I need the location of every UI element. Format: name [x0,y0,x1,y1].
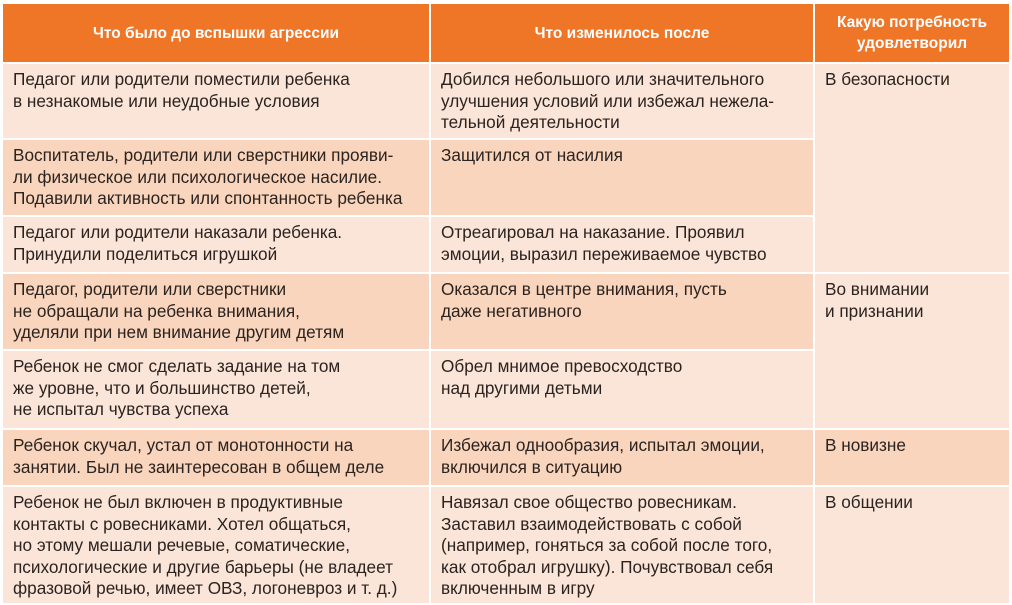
header-need: Какую потребность удовлетворил [814,3,1010,63]
cell-after: Навязал свое общество ровесникам. Заставил взаимодействовать с собой (например, гоняться за собой после того, как отобрал игрушку). Почувствовал себя включенным в игру [430,486,814,604]
cell-need: В безопасности [814,63,1010,273]
cell-before: Педагог, родители или сверстники не обращали на ребенка внимания, уделяли при нем внимание другим детям [2,273,430,350]
cell-before: Педагог или родители наказали ребенка. Принудили поделиться игрушкой [2,216,430,273]
cell-after: Обрел мнимое превосходство над другими детьми [430,350,814,429]
table-row [2,273,1010,350]
header-after: Что изменилось после [430,3,814,63]
table-row [2,429,1010,486]
header-before: Что было до вспышки агрессии [2,3,430,63]
cell-after: Избежал однообразия, испытал эмоции, включился в ситуацию [430,429,814,486]
cell-need: В общении [814,486,1010,604]
cell-before: Ребенок не был включен в продуктивные контакты с ровесниками. Хотел общаться, но этому мешали речевые, соматические, психологические и другие барьеры (не владеет фразовой речью, имеет ОВЗ, логоневроз и т. д.) [2,486,430,604]
cell-before: Воспитатель, родители или сверстники прояви- ли физическое или психологическое насилие. Подавили активность или спонтанность ребенка [2,139,430,216]
aggression-table [1,2,1011,605]
header-row [2,3,1010,63]
table-row [2,486,1010,604]
cell-before: Педагог или родители поместили ребенка в незнакомые или неудобные условия [2,63,430,139]
cell-need: Во внимании и признании [814,273,1010,429]
cell-before: Ребенок не смог сделать задание на том же уровне, что и большинство детей, не испытал чувства успеха [2,350,430,429]
cell-after: Защитился от насилия [430,139,814,216]
cell-after: Оказался в центре внимания, пусть даже негативного [430,273,814,350]
table-row [2,63,1010,139]
cell-after: Отреагировал на наказание. Проявил эмоции, выразил переживаемое чувство [430,216,814,273]
cell-need: В новизне [814,429,1010,486]
cell-before: Ребенок скучал, устал от монотонности на занятии. Был не заинтересован в общем деле [2,429,430,486]
cell-after: Добился небольшого или значительного улучшения условий или избежал нежела- тельной деятельности [430,63,814,139]
